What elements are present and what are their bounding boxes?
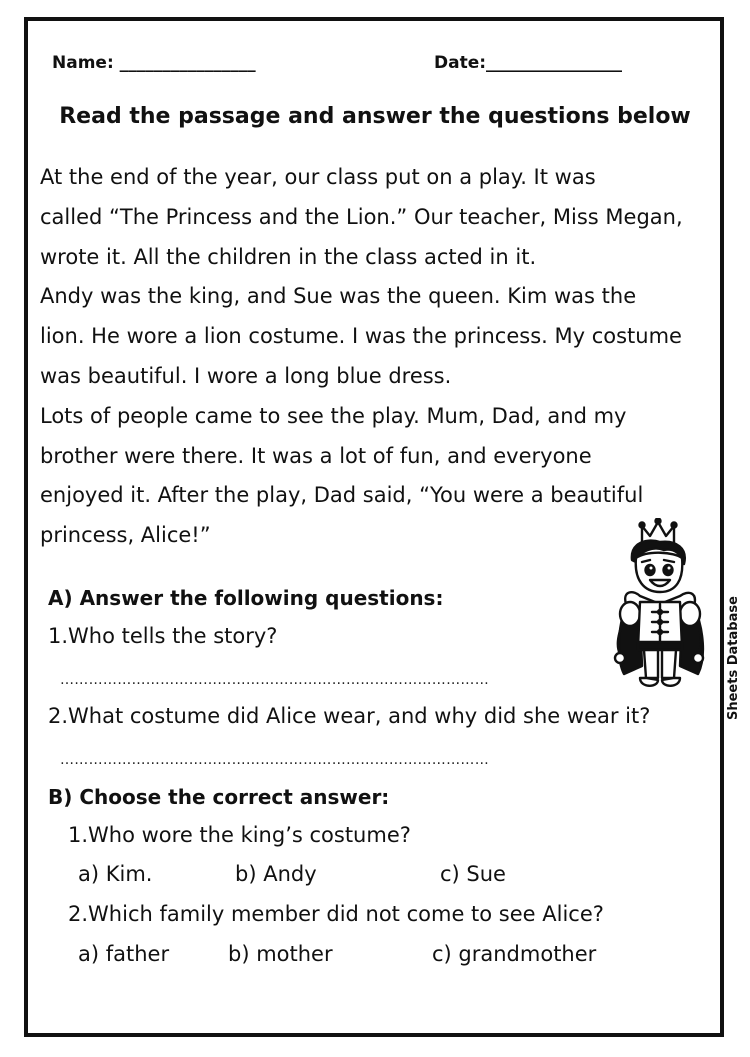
passage-line: princess, Alice!” — [40, 523, 211, 548]
option-b2-b[interactable]: b) mother — [228, 942, 333, 966]
option-b1-a[interactable]: a) Kim. — [78, 862, 153, 886]
passage-line: called “The Princess and the Lion.” Our teacher, Miss Megan, — [40, 204, 683, 229]
section-b-heading: B) Choose the correct answer: — [48, 785, 390, 809]
passage-line: lion. He wore a lion costume. I was the princess. My costume — [40, 324, 682, 349]
question-b1: 1.Who wore the king’s costume? — [68, 823, 411, 847]
option-b1-b[interactable]: b) Andy — [235, 862, 317, 886]
option-b2-c[interactable]: c) grandmother — [432, 942, 597, 966]
answer-line-a2[interactable]: ……………………………………………………………………………… — [60, 752, 489, 768]
question-a2: 2.What costume did Alice wear, and why did she wear it? — [48, 704, 651, 728]
passage-line: Lots of people came to see the play. Mum, Dad, and my — [40, 403, 627, 428]
name-field-label: Name: ________________ — [52, 53, 256, 73]
reading-passage — [40, 158, 730, 556]
question-b2: 2.Which family member did not come to see Alice? — [68, 902, 604, 926]
passage-line: Andy was the king, and Sue was the queen. Kim was the — [40, 284, 637, 309]
section-a-heading: A) Answer the following questions: — [48, 586, 444, 610]
date-field-label: Date:________________ — [434, 53, 623, 73]
option-b2-a[interactable]: a) father — [78, 942, 170, 966]
passage-line: wrote it. All the children in the class acted in it. — [40, 244, 537, 269]
passage-line: brother were there. It was a lot of fun, and everyone — [40, 443, 592, 468]
watermark-label: Sheets Database — [726, 596, 741, 720]
passage-line: was beautiful. I wore a long blue dress. — [40, 363, 452, 388]
answer-line-a1[interactable]: ……………………………………………………………………………… — [60, 672, 489, 688]
worksheet-title: Read the passage and answer the questions below — [59, 104, 691, 129]
passage-line: At the end of the year, our class put on a play. It was — [40, 165, 596, 189]
passage-line: enjoyed it. After the play, Dad said, “You were a beautiful — [40, 483, 644, 508]
prince-cartoon-icon — [604, 518, 714, 694]
option-b1-c[interactable]: c) Sue — [440, 862, 506, 886]
question-a1: 1.Who tells the story? — [48, 624, 278, 648]
